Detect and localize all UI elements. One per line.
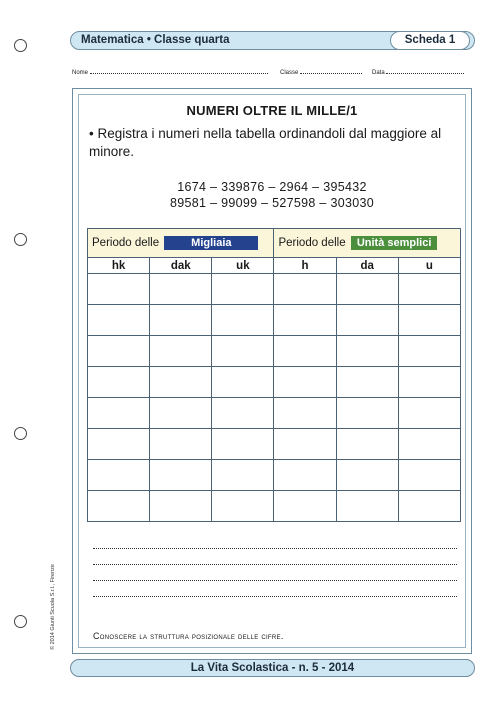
date-label: Data [372,70,385,76]
answer-line-2[interactable] [93,564,457,565]
table-cell-u[interactable] [398,398,460,429]
table-cell-hk[interactable] [88,429,150,460]
table-cell-da[interactable] [336,491,398,522]
table-cell-da[interactable] [336,274,398,305]
table-row [88,274,461,305]
worksheet-frame [72,88,472,654]
table-cell-h[interactable] [274,491,336,522]
unita-semplici-tag: Unità semplici [351,236,438,250]
table-cell-dak[interactable] [150,398,212,429]
header-bar [70,31,475,50]
table-cell-uk[interactable] [212,367,274,398]
table-cell-hk[interactable] [88,460,150,491]
table-body [88,274,461,522]
binder-hole-4 [14,615,27,628]
column-header-hk: hk [88,258,150,274]
table-cell-dak[interactable] [150,336,212,367]
table-cell-hk[interactable] [88,491,150,522]
table-cell-uk[interactable] [212,336,274,367]
table-cell-da[interactable] [336,336,398,367]
column-header-u: u [398,258,460,274]
class-label: Classe [280,70,299,76]
table-cell-hk[interactable] [88,367,150,398]
table-cell-uk[interactable] [212,398,274,429]
period-prefix-left: Periodo delle [92,237,160,249]
period-migliaia-header [88,229,274,258]
table-cell-uk[interactable] [212,305,274,336]
instruction-text: • Registra i numeri nella tabella ordinandoli dal maggiore al minore. [89,126,442,159]
table-row [88,429,461,460]
table-cell-hk[interactable] [88,305,150,336]
numbers-line-2: 89581 – 99099 – 527598 – 303030 [170,196,374,210]
table-cell-hk[interactable] [88,398,150,429]
table-cell-h[interactable] [274,429,336,460]
numbers-line-1: 1674 – 339876 – 2964 – 395432 [177,180,367,194]
table-cell-dak[interactable] [150,429,212,460]
table-cell-da[interactable] [336,305,398,336]
table-cell-da[interactable] [336,367,398,398]
column-header-dak: dak [150,258,212,274]
name-field[interactable] [72,67,268,76]
binder-hole-1 [14,39,27,52]
migliaia-tag: Migliaia [164,236,258,250]
table-cell-uk[interactable] [212,429,274,460]
class-field[interactable] [280,67,362,76]
table-cell-u[interactable] [398,305,460,336]
table-row [88,367,461,398]
table-cell-da[interactable] [336,460,398,491]
answer-line-1[interactable] [93,548,457,549]
table-cell-hk[interactable] [88,274,150,305]
table-cell-dak[interactable] [150,460,212,491]
place-value-table [87,228,461,522]
worksheet-title: NUMERI OLTRE IL MILLE/1 [186,103,358,118]
name-label: Nome [72,70,89,76]
table-cell-u[interactable] [398,460,460,491]
column-header-uk: uk [212,258,274,274]
table-cell-h[interactable] [274,398,336,429]
column-header-h: h [274,258,336,274]
table-cell-u[interactable] [398,367,460,398]
table-cell-h[interactable] [274,367,336,398]
table-cell-u[interactable] [398,336,460,367]
skill-objective: Conoscere la struttura posizionale delle cifre. [93,631,284,641]
table-row [88,491,461,522]
table-row [88,460,461,491]
table-cell-h[interactable] [274,336,336,367]
table-cell-h[interactable] [274,274,336,305]
table-cell-da[interactable] [336,429,398,460]
answer-line-3[interactable] [93,580,457,581]
table-cell-dak[interactable] [150,367,212,398]
table-cell-uk[interactable] [212,491,274,522]
period-prefix-right: Periodo delle [278,237,346,249]
table-cell-dak[interactable] [150,305,212,336]
footer-bar: La Vita Scolastica - n. 5 - 2014 [70,659,475,677]
sheet-label: Scheda 1 [390,31,470,50]
table-cell-dak[interactable] [150,274,212,305]
table-row [88,398,461,429]
table-row [88,336,461,367]
subject-title: Matematica • Classe quarta [81,34,230,46]
table-cell-u[interactable] [398,274,460,305]
table-cell-u[interactable] [398,429,460,460]
copyright-notice: © 2014 Giunti Scuola S.r.l., Firenze [50,564,56,650]
table-cell-da[interactable] [336,398,398,429]
binder-hole-2 [14,233,27,246]
table-cell-dak[interactable] [150,491,212,522]
worksheet-inner-frame [78,94,466,648]
table-cell-h[interactable] [274,305,336,336]
student-fields [72,67,472,79]
table-cell-u[interactable] [398,491,460,522]
date-field[interactable] [372,67,464,76]
table-cell-uk[interactable] [212,460,274,491]
table-cell-hk[interactable] [88,336,150,367]
table-row [88,305,461,336]
table-cell-uk[interactable] [212,274,274,305]
binder-hole-3 [14,427,27,440]
answer-line-4[interactable] [93,596,457,597]
period-unita-header [274,229,461,258]
table-cell-h[interactable] [274,460,336,491]
column-header-da: da [336,258,398,274]
